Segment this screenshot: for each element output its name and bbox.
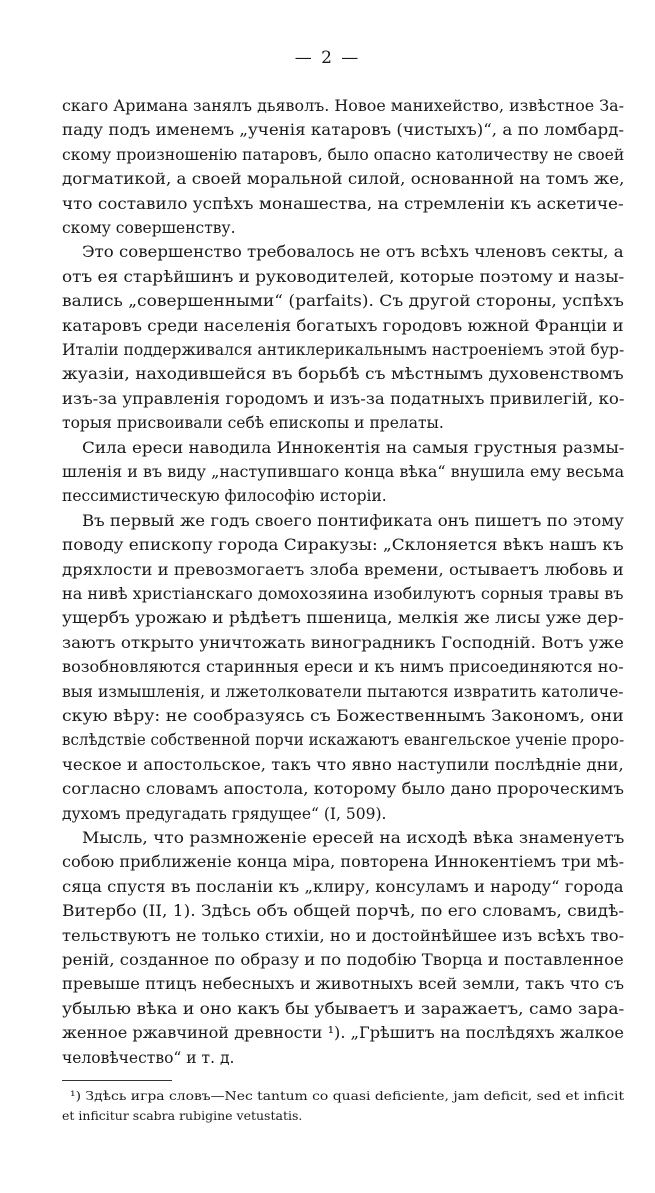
text-line: Италіи поддерживался антиклерикальнымъ настроеніемъ этой бур- — [62, 341, 625, 359]
text-line: выя измышленія, и лжетолкователи пытаются извратить католиче- — [62, 682, 624, 701]
text-line: скому произношенію патаровъ, было опасно католичеству не своей — [62, 145, 625, 164]
text-line: шленія и въ виду „наступившаго конца вѣка“ внушила ему весьма — [62, 463, 625, 481]
text-line: ущербъ урожаю и рѣдѣетъ пшеница, мелкія же лисы уже дер- — [62, 609, 624, 628]
text-line: Сила ереси наводила Иннокентія на самыя грустныя размы- — [82, 438, 625, 457]
text-line: катаровъ среди населенія богатыхъ городовъ южной Франціи и — [62, 316, 624, 335]
text-line: Витербо (II, 1). Здѣсь объ общей порчѣ, по его словамъ, свидѣ- — [62, 902, 625, 921]
text-line: скую вѣру: не сообразуясь съ Божественнымъ Закономъ, они — [62, 707, 624, 725]
text-line: возобновляются старинныя ереси и къ нимъ присоединяются но- — [62, 658, 624, 677]
text-line: на нивѣ христіанскаго домохозяина изобилуютъ сорныя травы въ — [62, 585, 624, 603]
text-line: человѣчество“ и т. д. — [62, 1048, 235, 1067]
text-line: сяца спустя въ посланіи къ „клиру, консуламъ и народу“ города — [62, 877, 624, 896]
text-line: заютъ открыто уничтожать виноградникъ Господній. Вотъ уже — [62, 633, 624, 652]
text-line: скому совершенству. — [62, 219, 236, 237]
text-line: духомъ предугадать грядущее“ (I, 509). — [62, 804, 387, 823]
text-line: пессимистическую философію исторіи. — [62, 487, 387, 506]
text-line: реній, созданное по образу и по подобію Творца и поставленное — [62, 951, 624, 969]
text-line: превыше птицъ небесныхъ и животныхъ всей земли, такъ что съ — [62, 975, 625, 994]
text-line: скаго Аримана занялъ дьяволъ. Новое манихейство, извѣстное За- — [62, 97, 625, 115]
footnote-divider — [62, 1080, 172, 1081]
text-line: дряхлости и превозмогаетъ злоба времени, остываетъ любовь и — [62, 560, 624, 579]
text-line: вались „совершенными“ (parfaits). Съ другой стороны, успѣхъ — [62, 292, 624, 311]
footnote-line: et inficitur scabra rubigine vetustatis. — [62, 1107, 303, 1123]
text-line: догматикой, а своей моральной силой, основанной на томъ же, — [62, 170, 625, 189]
text-line: вслѣдствіе собственной порчи искажаютъ евангельское ученіе проро- — [62, 731, 625, 750]
page-number: — 2 — — [294, 48, 361, 68]
text-line: торыя присвоивали себѣ епископы и прелаты. — [62, 414, 444, 433]
text-line: собою приближеніе конца міра, повторена Иннокентіемъ три мѣ- — [62, 853, 625, 872]
text-line: Это совершенство требовалось не отъ всѣхъ членовъ секты, а — [82, 243, 624, 262]
text-line: поводу епископу города Сиракузы: „Склоняется вѣкъ нашъ къ — [62, 536, 624, 555]
footnote-line: ¹) Здѣсь игра словъ—Nec tantum co quasi deficiente, jam deficit, sed et inficit — [70, 1087, 625, 1103]
text-line: Въ первый же годъ своего понтификата онъ пишетъ по этому — [82, 511, 624, 530]
text-line: изъ-за управленія городомъ и изъ-за податныхъ привилегій, ко- — [62, 389, 625, 408]
text-line: что составило успѣхъ монашества, на стремленіи къ аскетиче- — [62, 194, 624, 213]
text-line: убылью вѣка и оно какъ бы убываетъ и заражаетъ, само зара- — [62, 999, 625, 1018]
text-line: отъ ея старѣйшинъ и руководителей, которые поэтому и назы- — [62, 267, 625, 286]
text-line: паду подъ именемъ „ученія катаровъ (чистыхъ)“, а по ломбард- — [62, 121, 625, 140]
text-line: тельствуютъ не только стихіи, но и достойнѣйшее изъ всѣхъ тво- — [62, 926, 625, 945]
text-line: Мысль, что размноженіе ересей на исходѣ вѣка знаменуетъ — [82, 829, 625, 847]
text-line: согласно словамъ апостола, которому было дано пророческимъ — [62, 780, 624, 799]
text-line: женное ржавчиной древности ¹). „Грѣшитъ на послѣдяхъ жалкое — [62, 1024, 624, 1043]
text-line: жуазіи, находившейся въ борьбѣ съ мѣстнымъ духовенствомъ — [62, 365, 624, 384]
text-line: ческое и апостольское, такъ что явно наступили послѣдніе дни, — [62, 755, 624, 774]
